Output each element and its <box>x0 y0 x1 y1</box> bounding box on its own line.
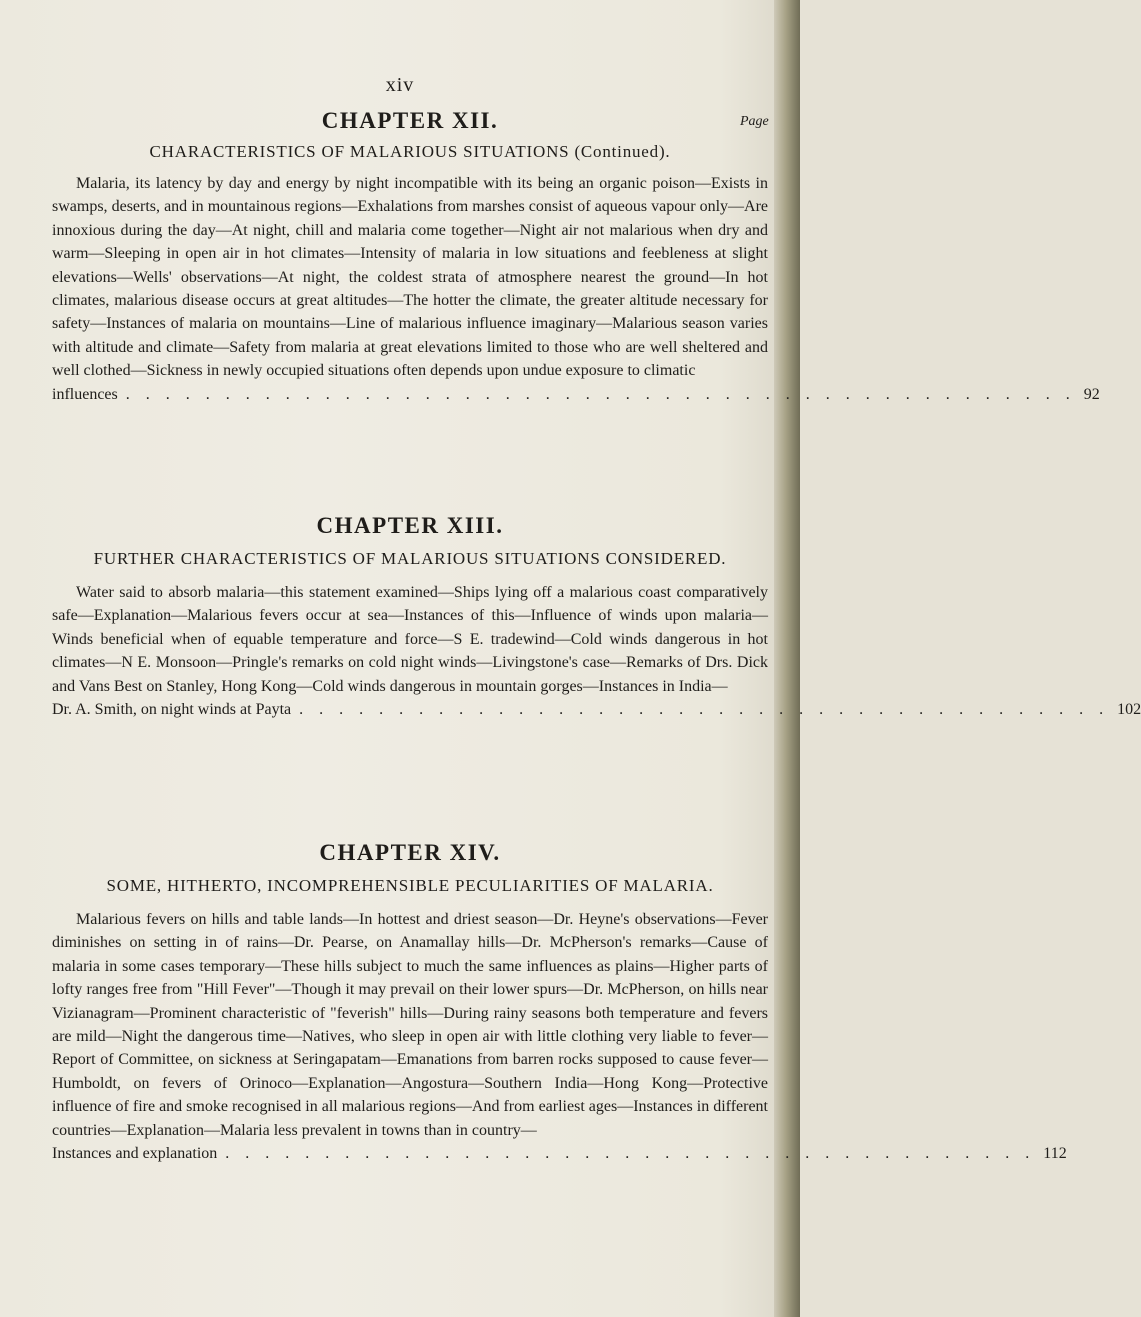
leader-dots: . . . . . . . . . . . . . . . . . . . . . . . . . . . . . . . . . . . . . . . . . . . . . . . . <box>125 385 1076 403</box>
chapter-entry-13 <box>52 513 1141 721</box>
chapter-heading: CHAPTER XIV. <box>319 840 501 865</box>
chapter-page-number: 92 <box>1083 385 1100 403</box>
chapter-page-number: 102 <box>1117 701 1141 719</box>
page-number: xiv <box>385 74 415 96</box>
chapter-subtitle: FURTHER CHARACTERISTICS OF MALARIOUS SITUATIONS CONSIDERED. <box>93 549 727 568</box>
chapter-summary-last-line: Instances and explanation <box>52 1145 218 1163</box>
chapter-summary-last-line: Dr. A. Smith, on night winds at Payta <box>52 701 292 719</box>
chapter-entry-14 <box>52 840 1067 1165</box>
page-edge <box>774 0 800 1317</box>
chapter-page-number: 112 <box>1043 1145 1067 1163</box>
chapter-subtitle: CHARACTERISTICS OF MALARIOUS SITUATIONS (Continued). <box>149 142 671 161</box>
chapter-leader-line <box>52 1142 1067 1165</box>
chapter-summary: Malaria, its latency by day and energy by night incompatible with its being an organic poison—Exists in swamps, deserts, and in mountainous regions—Exhalations from marshes consist of aqueous vapour only—Are innoxious during the day—At night, chill and malaria come together—Night air not malarious when dry and warm—Sleeping in open air in hot climates—Intensity of malaria in low situations and feebleness at slight elevations—Wells' observations—At night, the coldest strata of atmosphere nearest the ground—In hot climates, malarious disease occurs at great altitudes—The hotter the climate, the greater altitude necessary for safety—Instances of malaria on mountains—Line of malarious influence imaginary—Malarious season varies with altitude and climate—Safety from malaria at great elevations limited to those who are well sheltered and well clothed—Sickness in newly occupied situations often depends upon undue exposure to climatic <box>52 175 768 380</box>
chapter-summary: Water said to absorb malaria—this statement examined—Ships lying off a malarious coast comparatively safe—Explanation—Malarious fevers occur at sea—Instances of this—Influence of winds upon malaria—Winds beneficial when of equable temperature and force—S E. tradewind—Cold winds dangerous in hot climates—N E. Monsoon—Pringle's remarks on cold night winds—Livingstone's case—Remarks of Drs. Dick and Vans Best on Stanley, Hong Kong—Cold winds dangerous in mountain gorges—Instances in India— <box>52 584 768 695</box>
page-column-label: Page <box>740 114 769 129</box>
chapter-subtitle: SOME, HITHERTO, INCOMPREHENSIBLE PECULIARITIES OF MALARIA. <box>106 876 714 895</box>
chapter-summary: Malarious fevers on hills and table lands—In hottest and driest season—Dr. Heyne's observations—Fever diminishes on setting in of rains—Dr. Pearse, on Anamallay hills—Dr. McPherson's remarks—Cause of malaria in some cases temporary—These hills subject to much the same influences as plains—Higher parts of lofty ranges free from "Hill Fever"—Though it may prevail on their lower spurs—Dr. McPherson, on hills near Vizianagram—Prominent characteristic of "feverish" hills—During rainy seasons both temperature and fevers are mild—Night the dangerous time—Natives, who sleep in open air with little clothing very liable to fever—Report of Committee, on sickness at Seringapatam—Emanations from barren rocks supposed to cause fever—Humboldt, on fevers of Orinoco—Explanation—Angostura—Southern India—Hong Kong—Protective influence of fire and smoke recognised in all malarious regions—And from earliest ages—Instances in different countries—Explanation—Malaria less prevalent in towns than in country— <box>52 911 768 1139</box>
chapter-heading: CHAPTER XII. <box>321 108 499 133</box>
leader-dots: . . . . . . . . . . . . . . . . . . . . . . . . . . . . . . . . . . . . . . . . . <box>299 701 1110 719</box>
chapter-leader-line <box>52 698 1141 721</box>
chapter-entry-12 <box>52 108 1100 406</box>
leader-dots: . . . . . . . . . . . . . . . . . . . . . . . . . . . . . . . . . . . . . . . . . <box>225 1145 1036 1163</box>
chapter-leader-line <box>52 383 1100 406</box>
chapter-summary-last-line: influences <box>52 385 118 403</box>
chapter-heading: CHAPTER XIII. <box>316 513 504 538</box>
